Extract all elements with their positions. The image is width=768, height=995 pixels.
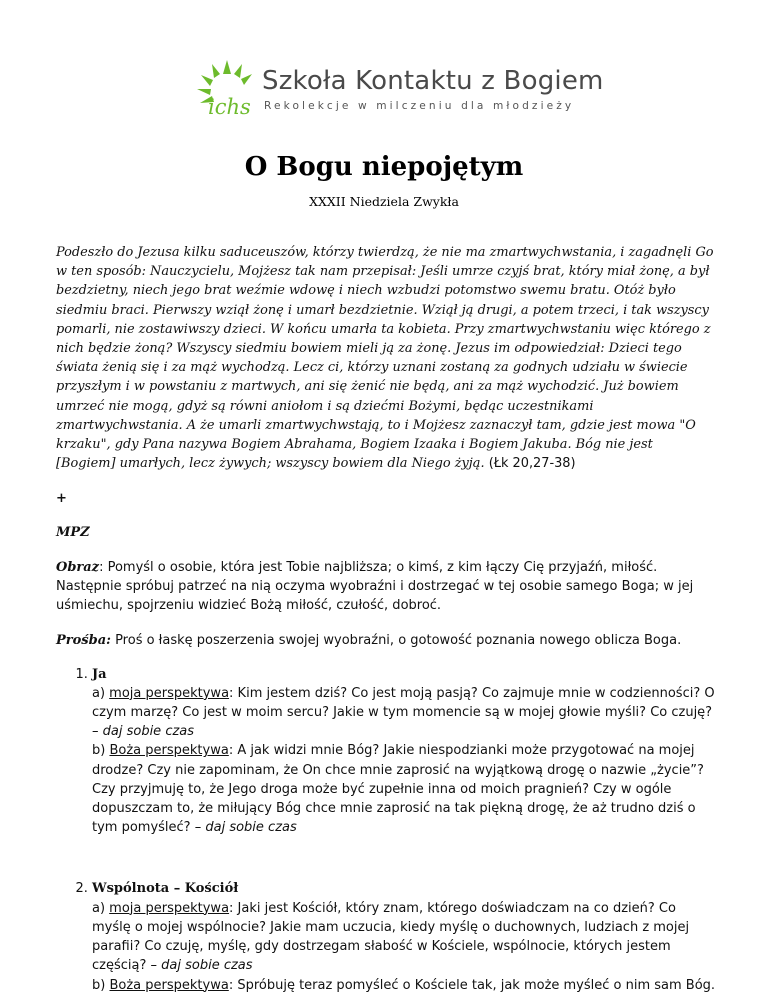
god-perspective-label: Boża perspektywa xyxy=(109,743,229,759)
gospel-text: Podeszło do Jezusa kilku saduceuszów, którzy twierdzą, że nie ma zmartwychwstania, i zagadnęli Go w ten sposób: Nauczycielu, Mojżesz tak nam przepisał: Jeśli umrze czyjś brat, który miał żonę, a był bezdzietny, niech jego brat weźmie wdowę i niech wzbudzi potomstwo swemu bratu. Otóż było siedmiu braci. Pierwszy wziął żonę i umarł bezdzietnie. Wziął ją drugi, a potem trzeci, i tak wszyscy pomarli, nie zostawiwszy dzieci. W końcu umarła ta kobieta. Przy zmartwychwstaniu więc którego z nich będzie żoną? Wszyscy siedmiu bowiem mieli ją za żonę. Jezus im odpowiedział: Dzieci tego świata żenią się i za mąż wychodzą. Lecz ci, którzy uznani zostaną za godnych udziału w świecie przyszłym i w powstaniu z martwych, ani się żenić nie będą, ani za mąż wychodzić. Już bowiem umrzeć nie mogą, gdyż są równi aniołom i są dziećmi Bożymi, będąc uczestnikami zmartwychwstania. A że umarli zmartwychwstają, to i Mojżesz zaznaczył tam, gdzie jest mowa "O krzaku", gdy Pana nazywa Bogiem Abrahama, Bogiem Izaaka i Bogiem Jakuba. Bóg nie jest [Bogiem] umarłych, lecz żywych; wszyscy bowiem dla Niego żyją. xyxy=(56,245,714,472)
take-time-note: – daj sobie czas xyxy=(92,724,195,740)
point-a-prefix: a) xyxy=(92,900,110,916)
prosba-paragraph xyxy=(56,631,716,650)
mpz-heading: MPZ xyxy=(56,524,90,540)
prosba-label: Prośba: xyxy=(56,633,111,649)
point-b-prefix: b) xyxy=(92,743,110,759)
gospel-reference: (Łk 20,27-38) xyxy=(488,456,576,472)
take-time-note: – daj sobie czas xyxy=(150,958,253,974)
plus-separator: + xyxy=(56,491,67,507)
obraz-text: : Pomyśl o osobie, która jest Tobie najbliższa; o kimś, z kim łączy Cię przyjaźń, miłość. Następnie spróbuj patrzeć na nią oczyma wyobraźni i dostrzegać w tej osobie samego Boga; w jej uśmiechu, spojrzeniu widzieć Bożą miłość, czułość, dobroć. xyxy=(56,559,694,614)
prosba-text: Proś o łaskę poszerzenia swojej wyobraźni, o gotowość poznania nowego oblicza Boga. xyxy=(110,633,682,649)
point-item xyxy=(92,879,716,994)
god-perspective-label: Boża perspektywa xyxy=(109,977,229,993)
point-b-prefix: b) xyxy=(92,977,110,993)
point-b-text: : A jak widzi mnie Bóg? Jakie niespodzianki może przygotować na mojej drodze? Czy nie zapominam, że On chce mnie zaprosić na wyjątkową drogę o nazwie „życie”? Czy przyjmuję to, że Jego droga może być zupełnie inna od moich pragnień? Czy w ogóle dopuszczam to, że miłujący Bóg chce mnie zaprosić na tak piękną drogę, że aż trudno dziś o tym pomyśleć? xyxy=(92,743,704,836)
point-a-text: : Jaki jest Kościół, który znam, którego doświadczam na co dzień? Co myślę o mojej wspólnocie? Jakie mam uczucia, kiedy myślę o duchownych, ludziach z mojej parafii? Co czuję, myślę, gdy dostrzegam słabość w Kościele, wspólnocie, których jestem częścią? xyxy=(92,900,690,974)
gospel-passage xyxy=(56,243,716,473)
point-item xyxy=(92,665,716,838)
obraz-paragraph xyxy=(56,558,716,616)
point-title: Wspólnota – Kościół xyxy=(92,881,239,897)
logo-sun-icon xyxy=(196,58,258,118)
logo xyxy=(196,58,604,124)
logo-letters: ichs xyxy=(208,95,251,118)
logo-title: Szkoła Kontaktu z Bogiem xyxy=(262,66,604,96)
take-time-note: – daj sobie czas xyxy=(194,820,297,836)
point-b-text: : Spróbuję teraz pomyśleć o Kościele tak, jak może myśleć o nim sam Bóg. xyxy=(228,977,716,993)
point-title: Ja xyxy=(92,666,107,682)
my-perspective-label: moja perspektywa xyxy=(109,685,230,701)
point-a-prefix: a) xyxy=(92,685,110,701)
page-title: O Bogu niepojętym xyxy=(244,152,524,182)
obraz-label: Obraz xyxy=(56,559,100,575)
logo-tagline: Rekolekcje w milczeniu dla młodzieży xyxy=(264,100,575,112)
meditation-points xyxy=(56,665,716,995)
page-subtitle: XXXII Niedziela Zwykła xyxy=(309,194,459,209)
my-perspective-label: moja perspektywa xyxy=(109,900,230,916)
point-a-text: : Kim jestem dziś? Co jest moją pasją? Co zajmuje mnie w codzienności? O czym marzę? Co jest w moim sercu? Jakie w tym momencie są w mojej głowie myśli? Co czuję? xyxy=(92,685,715,721)
document-body xyxy=(56,243,716,995)
